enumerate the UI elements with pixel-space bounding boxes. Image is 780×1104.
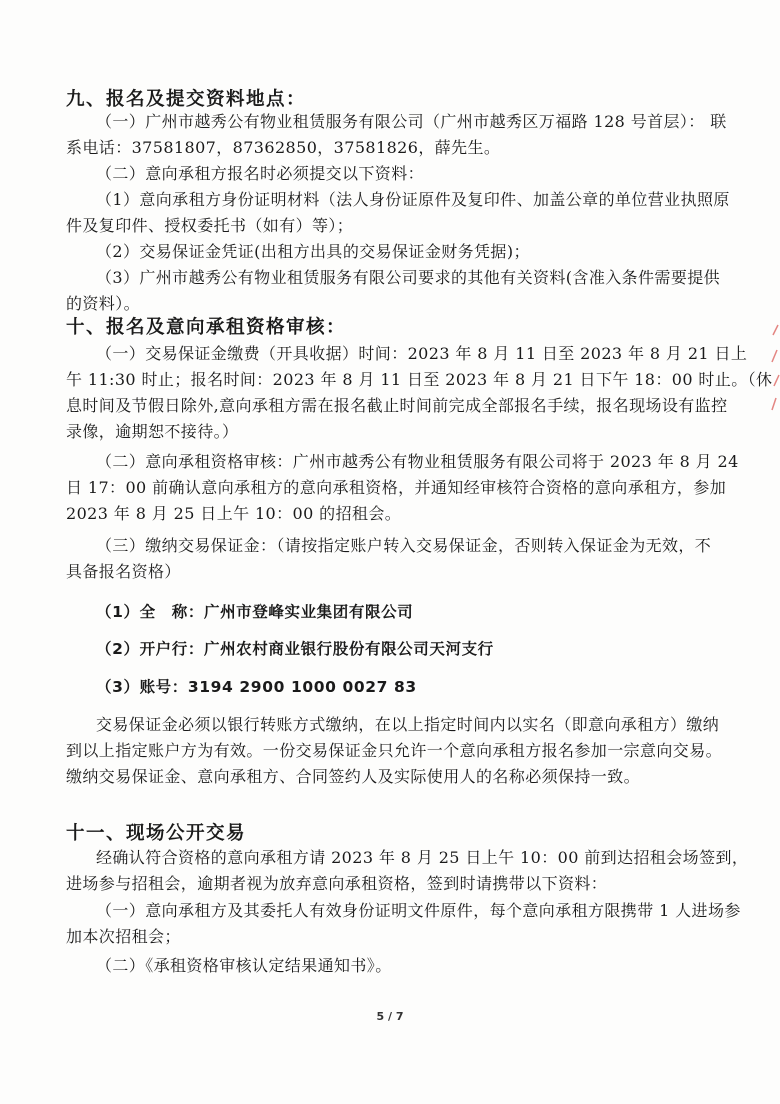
page-number: 5 / 7 [376, 1010, 404, 1023]
account-name: （1）全 称：广州市登峰实业集团有限公司 [96, 603, 414, 621]
section-10-paragraph-2-line-1: （二）意向承租资格审核：广州市越秀公有物业租赁服务有限公司将于 2023 年 8 月 24 [96, 452, 739, 471]
section-9-item-1-line-2: 件及复印件、授权委托书（如有）等）； [66, 216, 354, 235]
section-9-item-3-line-1: （3）广州市越秀公有物业租赁服务有限公司要求的其他有关资料(含准入条件需要提供 [96, 268, 721, 287]
section-10-paragraph-1-line-3: 息时间及节假日除外,意向承租方需在报名截止时间前完成全部报名手续，报名现场设有监控 [66, 396, 728, 415]
section-10-paragraph-4-line-3: 缴纳交易保证金、意向承租方、合同签约人及实际使用人的名称必须保持一致。 [66, 767, 641, 786]
section-11-paragraph-1-line-2: 进场参与招租会，逾期者视为放弃意向承租资格，签到时请携带以下资料： [66, 874, 608, 893]
section-10-paragraph-1-line-1: （一）交易保证金缴费（开具收据）时间：2023 年 8 月 11 日至 2023 年 8 月 21 日上 [96, 344, 748, 363]
section-10-paragraph-3-line-2: 具备报名资格） [66, 562, 181, 581]
section-11-paragraph-1-line-1: 经确认符合资格的意向承租方请 2023 年 8 月 25 日上午 10：00 前到达招租会场签到， [96, 848, 749, 867]
section-10-heading: 十、报名及意向承租资格审核： [66, 317, 347, 338]
section-9-paragraph-1-line-1: （一）广州市越秀公有物业租赁服务有限公司（广州市越秀区万福路 128 号首层）： 联 [96, 112, 727, 131]
stamp-edge-mark [770, 320, 780, 420]
section-9-item-3-line-2: 的资料）。 [66, 294, 141, 313]
account-number: （3）账号：3194 2900 1000 0027 83 [96, 678, 417, 696]
section-11-paragraph-3: （二）《承租资格审核认定结果通知书》。 [96, 956, 392, 975]
section-11-paragraph-2-line-2: 加本次招租会； [66, 927, 181, 946]
section-10-paragraph-4-line-2: 到以上指定账户方为有效。一份交易保证金只允许一个意向承租方报名参加一宗意向交易。 [66, 741, 723, 760]
section-9-heading: 九、报名及提交资料地点： [66, 89, 307, 110]
section-9-item-1-line-1: （1）意向承租方身份证明材料（法人身份证原件及复印件、加盖公章的单位营业执照原 [96, 190, 730, 209]
section-9-paragraph-2: （二）意向承租方报名时必须提交以下资料： [96, 164, 425, 183]
section-10-paragraph-2-line-2: 日 17：00 前确认意向承租方的意向承租资格，并通知经审核符合资格的意向承租方，参加 [66, 478, 727, 497]
section-10-paragraph-2-line-3: 2023 年 8 月 25 日上午 10：00 的招租会。 [66, 504, 402, 523]
section-11-paragraph-2-line-1: （一）意向承租方及其委托人有效身份证明文件原件，每个意向承租方限携带 1 人进场参 [96, 901, 741, 920]
section-9-item-2: （2）交易保证金凭证(出租方出具的交易保证金财务凭据)； [96, 242, 530, 261]
section-10-paragraph-1-line-4: 录像，逾期恕不接待。） [66, 422, 239, 441]
section-10-paragraph-4-line-1: 交易保证金必须以银行转账方式缴纳，在以上指定时间内以实名（即意向承租方）缴纳 [96, 715, 720, 734]
section-10-paragraph-1-line-2: 午 11:30 时止；报名时间：2023 年 8 月 11 日至 2023 年 8 月 21 日下午 18：00 时止。（休 [66, 370, 773, 389]
section-10-paragraph-3-line-1: （三）缴纳交易保证金：（请按指定账户转入交易保证金，否则转入保证金为无效，不 [96, 536, 712, 555]
account-bank: （2）开户行：广州农村商业银行股份有限公司天河支行 [96, 640, 494, 658]
section-11-heading: 十一、现场公开交易 [66, 823, 247, 844]
section-9-paragraph-1-line-2: 系电话：37581807，87362850，37581826，薛先生。 [66, 138, 501, 157]
